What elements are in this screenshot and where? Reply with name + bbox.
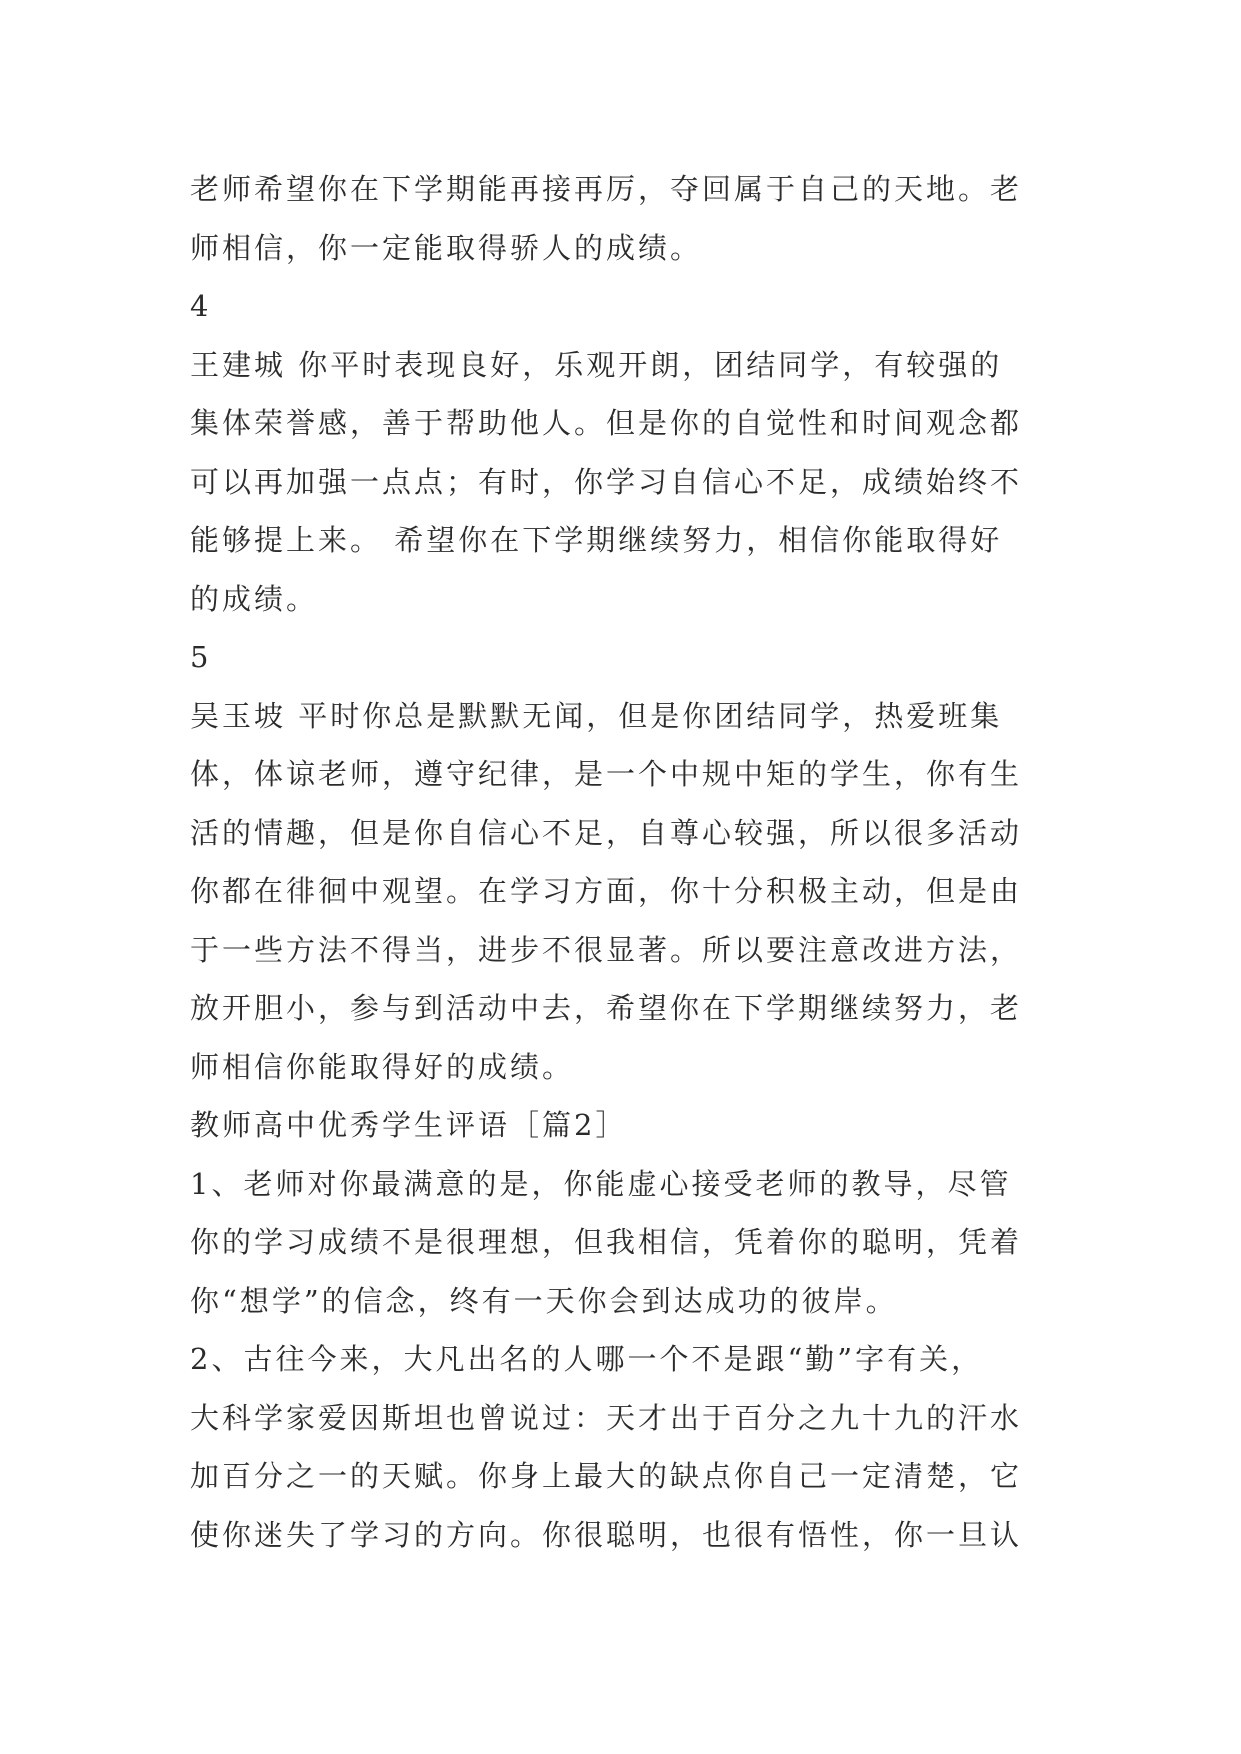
item-number: 5 xyxy=(190,640,212,674)
text-line: 师相信，你一定能取得骄人的成绩。 xyxy=(190,230,703,265)
text-line: 王建城 你平时表现良好，乐观开朗，团结同学，有较强的 xyxy=(190,347,1003,382)
text-line: 加百分之一的天赋。你身上最大的缺点你自己一定清楚，它 xyxy=(190,1459,1023,1493)
text-line: 集体荣誉感，善于帮助他人。但是你的自觉性和时间观念都 xyxy=(190,406,1023,440)
text-line: 体，体谅老师，遵守纪律，是一个中规中矩的学生，你有生 xyxy=(190,757,1023,791)
text-line: 大科学家爱因斯坦也曾说过：天才出于百分之九十九的汗水 xyxy=(190,1400,1023,1435)
text-line: 能够提上来。 希望你在下学期继续努力，相信你能取得好 xyxy=(190,523,1003,557)
text-line: 放开胆小，参与到活动中去，希望你在下学期继续努力，老 xyxy=(190,991,1023,1025)
text-line: 1、老师对你最满意的是，你能虚心接受老师的教导，尽管 xyxy=(190,1166,1012,1201)
text-line: 活的情趣，但是你自信心不足，自尊心较强，所以很多活动 xyxy=(190,815,1023,850)
text-line: 吴玉坡 平时你总是默默无闻，但是你团结同学，热爱班集 xyxy=(190,698,1003,733)
text-line: 老师希望你在下学期能再接再厉，夺回属于自己的天地。老 xyxy=(190,172,1023,206)
text-line: 你的学习成绩不是很理想，但我相信，凭着你的聪明，凭着 xyxy=(190,1225,1023,1259)
document-page xyxy=(190,160,1090,1564)
section-heading: 教师高中优秀学生评语［篇2］ xyxy=(190,1108,628,1142)
text-line: 的成绩。 xyxy=(190,581,319,616)
text-line: 可以再加强一点点；有时，你学习自信心不足，成绩始终不 xyxy=(190,464,1023,499)
item-number: 4 xyxy=(190,289,212,323)
text-line: 你“想学”的信念，终有一天你会到达成功的彼岸。 xyxy=(190,1283,898,1318)
text-line: 你都在徘徊中观望。在学习方面，你十分积极主动，但是由 xyxy=(190,874,1023,908)
text-line: 2、古往今来，大凡出名的人哪一个不是跟“勤”字有关， xyxy=(190,1342,984,1376)
text-line: 使你迷失了学习的方向。你很聪明，也很有悟性，你一旦认 xyxy=(190,1517,1023,1552)
text-line: 师相信你能取得好的成绩。 xyxy=(190,1049,575,1084)
text-line: 于一些方法不得当，进步不很显著。所以要注意改进方法， xyxy=(190,932,1023,967)
